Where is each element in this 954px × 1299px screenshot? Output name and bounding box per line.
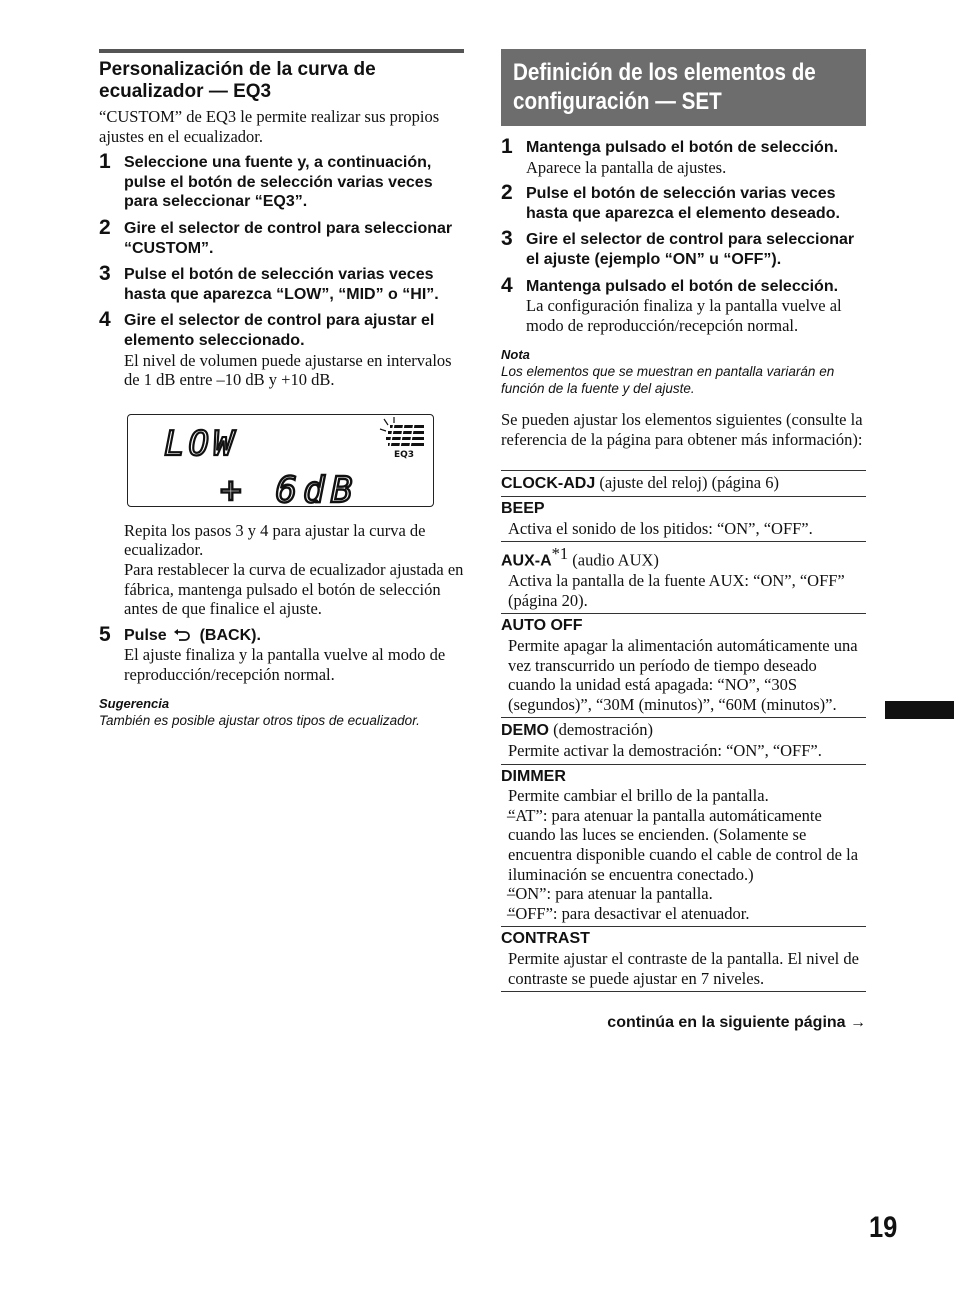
setting-key: CONTRAST	[501, 930, 590, 948]
banner-line-1: Definición de los elementos de	[513, 59, 816, 86]
note-title: Nota	[501, 347, 530, 363]
step-text: Mantenga pulsado el botón de selección.	[526, 277, 839, 295]
step-text-post: (BACK).	[199, 626, 261, 644]
setting-desc: Activa el sonido de los pitidos: “ON”, “OFF”.	[508, 518, 813, 538]
step-text: Gire el selector de control para seleccionar el ajuste (ejemplo “ON” u “OFF”).	[526, 231, 855, 268]
continue-next-page: continúa en la siguiente página →	[607, 1014, 866, 1032]
setting-key: CLOCK-ADJ	[501, 474, 596, 492]
reset-text: Para restablecer la curva de ecualizador ajustada en fábrica, mantenga pulsado el botón de selección antes de que finalice el ajuste.	[124, 559, 464, 619]
setting-key: BEEP	[501, 500, 545, 518]
setting-auto-off	[501, 614, 866, 718]
step-detail: El nivel de volumen puede ajustarse en intervalos de 1 dB entre –10 dB y +10 dB.	[124, 350, 452, 390]
step-number: 5	[99, 622, 111, 646]
tip-text: También es posible ajustar otros tipos de ecualizador.	[99, 713, 420, 729]
step-detail: Aparece la pantalla de ajustes.	[526, 157, 727, 177]
setting-footnote: *1	[551, 544, 569, 564]
page-number: 19	[869, 1211, 898, 1244]
step-text: Seleccione una fuente y, a continuación, pulse el botón de selección varias veces para seleccionar “EQ3”.	[124, 154, 433, 211]
step-detail: El ajuste finaliza y la pantalla vuelve al modo de reproducción/recepción normal.	[124, 645, 446, 684]
step-1	[99, 150, 464, 212]
repeat-text: Repita los pasos 3 y 4 para ajustar la curva de ecualizador.	[124, 520, 426, 560]
note-text: Los elementos que se muestran en pantalla variarán en función de la fuente y del ajuste.	[501, 364, 835, 397]
summary-text: Se pueden ajustar los elementos siguientes (consulte la referencia de la página para obtener más información):	[501, 410, 863, 449]
banner-line-2: configuración — SET	[513, 88, 722, 115]
step-text-pre: Pulse	[124, 626, 167, 644]
setting-desc: Permite ajustar el contraste de la pantalla. El nivel de contraste se puede ajustar en 7 niveles.	[508, 948, 859, 988]
back-icon	[173, 628, 193, 641]
step-number: 1	[501, 135, 513, 158]
setting-key: AUTO OFF	[501, 617, 583, 635]
step-text: Pulse el botón de selección varias veces hasta que aparezca “LOW”, “MID” o “HI”.	[124, 266, 439, 303]
step-text: Pulse el botón de selección varias veces hasta que aparezca el elemento deseado.	[526, 185, 840, 222]
setting-clock-adj	[501, 471, 866, 498]
setting-desc: Permite activar la demostración: “ON”, “OFF”.	[508, 740, 822, 760]
setting-key: AUX-A	[501, 552, 552, 570]
tip-title: Sugerencia	[99, 696, 170, 712]
step-number: 3	[99, 262, 111, 286]
step-text: Mantenga pulsado el botón de selección.	[526, 139, 839, 156]
step-detail: La configuración finaliza y la pantalla vuelve al modo de reproducción/recepción normal.	[526, 296, 842, 335]
step-5	[99, 622, 464, 685]
setting-key: DIMMER	[501, 767, 566, 785]
setting-suffix: (audio AUX)	[568, 550, 659, 570]
setting-aux-a	[501, 542, 866, 614]
lcd-line-1: LOW	[164, 423, 238, 464]
setting-beep	[501, 497, 866, 542]
lcd-display-illustration	[127, 414, 434, 507]
step-number: 2	[99, 215, 111, 239]
step-text	[124, 626, 464, 646]
step-4	[99, 308, 464, 390]
setting-dimmer	[501, 765, 866, 928]
setting-desc: Permite apagar la alimentación automáticamente una vez transcurrido un período de tiempo deseado cuando la unidad está apagada: “NO”, “30S (segundos)”, “30M (minutos)”, “60M (minutos)”.	[508, 636, 858, 714]
setting-desc: Permite cambiar el brillo de la pantalla.	[508, 786, 769, 806]
step-number: 3	[501, 227, 513, 251]
lcd-segments	[128, 415, 433, 506]
dimmer-option: – “OFF”: para desactivar el atenuador.	[501, 904, 866, 924]
lcd-line-2: + 6dB	[220, 469, 359, 506]
dimmer-option: – “AT”: para atenuar la pantalla automáticamente cuando las luces se encienden. (Solamente se encuentra disponible cuando el cable de control de la iluminación se encuentra conectado.)	[501, 806, 866, 884]
step-number: 1	[99, 150, 111, 174]
step-2	[99, 215, 464, 258]
setting-contrast	[501, 927, 866, 992]
setting-suffix: (demostración)	[549, 720, 654, 740]
step-text: Gire el selector de control para ajustar el elemento seleccionado.	[124, 312, 435, 349]
step-number: 4	[99, 308, 111, 332]
step-text: Gire el selector de control para seleccionar “CUSTOM”.	[124, 219, 453, 257]
section-tab-marker	[885, 701, 954, 719]
eq3-badge: EQ3	[394, 449, 415, 460]
section-rule	[99, 49, 464, 53]
set-step-2	[501, 181, 866, 223]
step-number: 2	[501, 181, 513, 205]
set-step-3	[501, 227, 866, 269]
settings-table	[501, 470, 866, 993]
section-heading-eq3: Personalización de la curva de ecualizador — EQ3	[99, 59, 376, 102]
setting-demo	[501, 718, 866, 764]
setting-key: DEMO	[501, 722, 549, 740]
setting-suffix: (ajuste del reloj) (página 6)	[595, 472, 779, 492]
set-step-4	[501, 273, 866, 336]
right-column	[501, 49, 866, 1032]
eq-bars-icon	[380, 417, 424, 447]
section-banner-set	[501, 49, 866, 126]
dimmer-option: – “ON”: para atenuar la pantalla.	[501, 884, 866, 904]
intro-text: “CUSTOM” de EQ3 le permite realizar sus propios ajustes en el ecualizador.	[99, 107, 440, 146]
setting-desc: Activa la pantalla de la fuente AUX: “ON”, “OFF” (página 20).	[508, 571, 845, 610]
step-3	[99, 262, 464, 304]
set-step-1	[501, 135, 866, 177]
step-number: 4	[501, 273, 513, 297]
left-column	[99, 49, 464, 729]
